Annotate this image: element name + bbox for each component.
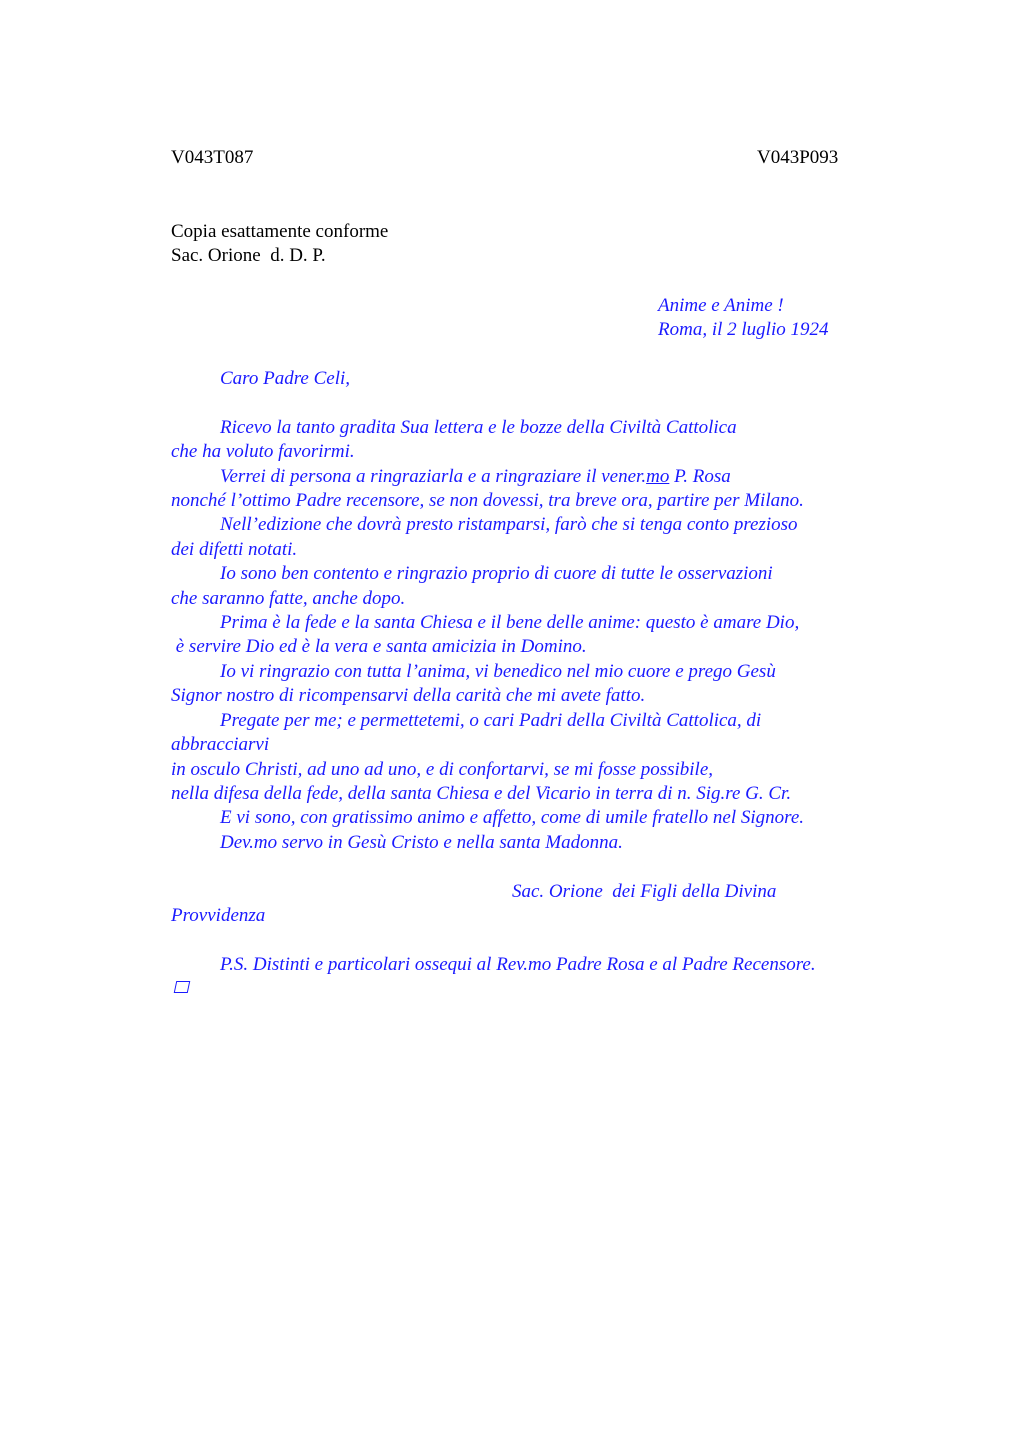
document-code-left: V043T087: [171, 147, 254, 168]
end-mark-box-icon: [174, 981, 191, 993]
letter-body-line: è servire Dio ed è la vera e santa amicizia in Domino.: [171, 636, 587, 657]
letter-body-line: Pregate per me; e permettetemi, o cari Padri della Civiltà Cattolica, di: [220, 710, 762, 731]
signature-line-2: Provvidenza: [171, 905, 266, 926]
letter-text-fragment: P. Rosa: [669, 466, 731, 487]
letter-salutation: Caro Padre Celi,: [220, 368, 351, 389]
letter-body-line: [220, 465, 731, 489]
letter-body-line: nella difesa della fede, della santa Chiesa e del Vicario in terra di n. Sig.re G. Cr.: [171, 783, 792, 804]
copy-note-line-2: Sac. Orione d. D. P.: [171, 245, 326, 266]
letter-body-line: Prima è la fede e la santa Chiesa e il bene delle anime: questo è amare Dio,: [220, 612, 800, 633]
letter-text-fragment: Verrei di persona a ringraziarla e a ringraziare il vener.: [220, 466, 647, 487]
letter-body-line: dei difetti notati.: [171, 539, 298, 560]
underlined-superscript-mo: mo: [646, 466, 670, 487]
letter-body-line: abbracciarvi: [171, 734, 270, 755]
letter-body-line: Nell’edizione che dovrà presto ristamparsi, farò che si tenga conto prezioso: [220, 514, 798, 535]
letter-closing: Dev.mo servo in Gesù Cristo e nella santa Madonna.: [220, 832, 623, 853]
letter-body-line: che ha voluto favorirmi.: [171, 441, 355, 462]
letter-motto: Anime e Anime !: [658, 295, 784, 316]
letter-body-line: Ricevo la tanto gradita Sua lettera e le bozze della Civiltà Cattolica: [220, 417, 737, 438]
letter-place-date: Roma, il 2 luglio 1924: [658, 319, 829, 340]
letter-body-line: in osculo Christi, ad uno ad uno, e di confortarvi, se mi fosse possibile,: [171, 759, 714, 780]
letter-body-line: Io vi ringrazio con tutta l’anima, vi benedico nel mio cuore e prego Gesù: [220, 661, 776, 682]
letter-body-line: Signor nostro di ricompensarvi della carità che mi avete fatto.: [171, 685, 646, 706]
document-code-right: V043P093: [757, 147, 839, 168]
letter-body-line: nonché l’ottimo Padre recensore, se non dovessi, tra breve ora, partire per Milano.: [171, 490, 804, 511]
letter-body-line: Io sono ben contento e ringrazio proprio di cuore di tutte le osservazioni: [220, 563, 773, 584]
letter-body-line: E vi sono, con gratissimo animo e affetto, come di umile fratello nel Signore.: [220, 807, 804, 828]
signature-line-1: Sac. Orione dei Figli della Divina: [512, 881, 777, 902]
copy-note-line-1: Copia esattamente conforme: [171, 221, 389, 242]
letter-body-line: che saranno fatte, anche dopo.: [171, 588, 406, 609]
postscript: P.S. Distinti e particolari ossequi al Rev.mo Padre Rosa e al Padre Recensore.: [220, 954, 816, 975]
